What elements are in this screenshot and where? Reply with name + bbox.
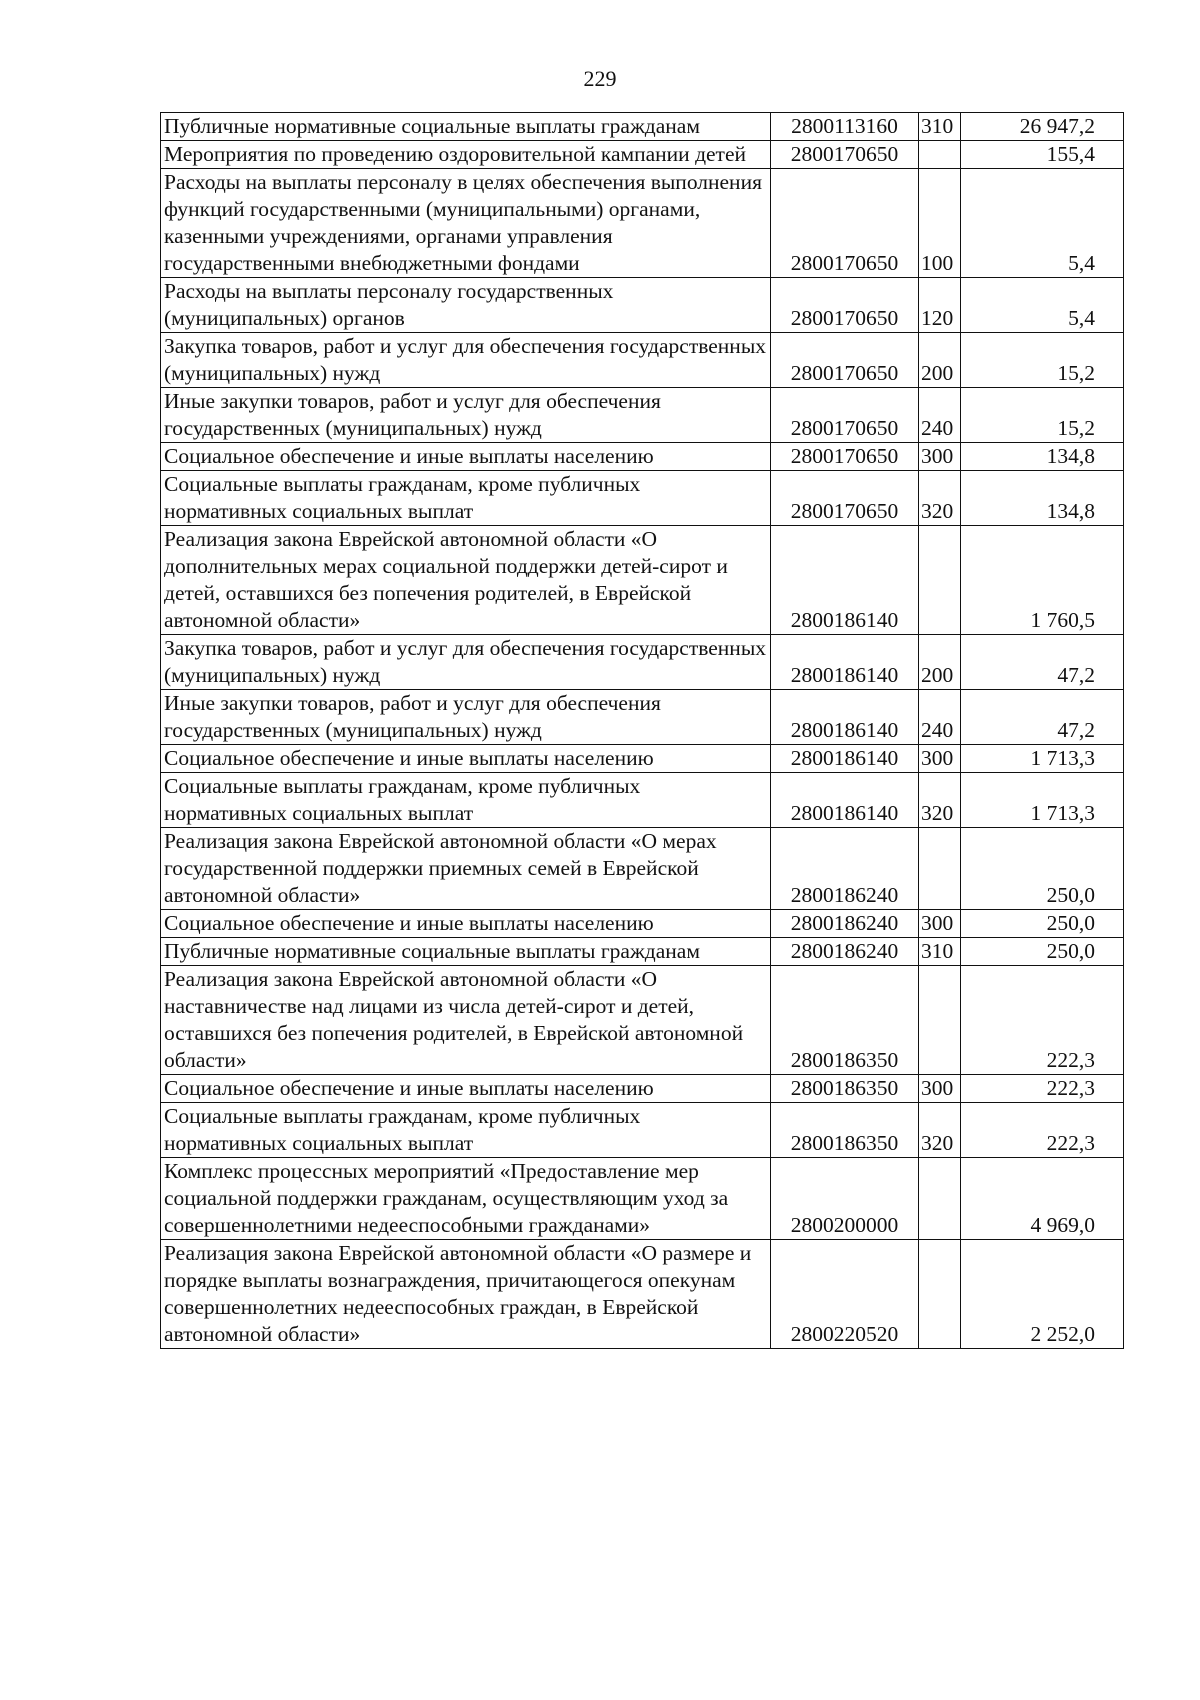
row-code-cell: 2800186240 bbox=[771, 828, 919, 910]
row-amount-cell: 5,4 bbox=[961, 278, 1124, 333]
table-row bbox=[161, 141, 1124, 169]
row-code-cell: 2800170650 bbox=[771, 388, 919, 443]
row-name-cell: Социальные выплаты гражданам, кроме публичных нормативных социальных выплат bbox=[161, 773, 771, 828]
table-row bbox=[161, 635, 1124, 690]
row-code-cell: 2800170650 bbox=[771, 471, 919, 526]
row-name-cell: Иные закупки товаров, работ и услуг для обеспечения государственных (муниципальных) нужд bbox=[161, 388, 771, 443]
row-code-cell: 2800186240 bbox=[771, 938, 919, 966]
table-row bbox=[161, 690, 1124, 745]
table-row bbox=[161, 745, 1124, 773]
table-body bbox=[161, 113, 1124, 1349]
table-row bbox=[161, 828, 1124, 910]
table-row bbox=[161, 333, 1124, 388]
row-name-cell: Закупка товаров, работ и услуг для обеспечения государственных (муниципальных) нужд bbox=[161, 333, 771, 388]
row-amount-cell: 4 969,0 bbox=[961, 1158, 1124, 1240]
row-code-cell: 2800186350 bbox=[771, 966, 919, 1075]
table-row bbox=[161, 443, 1124, 471]
row-amount-cell: 47,2 bbox=[961, 690, 1124, 745]
row-code-cell: 2800170650 bbox=[771, 333, 919, 388]
row-name-cell: Закупка товаров, работ и услуг для обеспечения государственных (муниципальных) нужд bbox=[161, 635, 771, 690]
table-row bbox=[161, 1158, 1124, 1240]
row-amount-cell: 222,3 bbox=[961, 1103, 1124, 1158]
row-name-cell: Расходы на выплаты персоналу государственных (муниципальных) органов bbox=[161, 278, 771, 333]
row-name-cell: Комплекс процессных мероприятий «Предоставление мер социальной поддержки гражданам, осуществляющим уход за совершеннолетними недееспособными гражданами» bbox=[161, 1158, 771, 1240]
table-row bbox=[161, 388, 1124, 443]
row-type-cell bbox=[919, 526, 961, 635]
table-row bbox=[161, 938, 1124, 966]
row-code-cell: 2800220520 bbox=[771, 1240, 919, 1349]
row-amount-cell: 15,2 bbox=[961, 388, 1124, 443]
row-name-cell: Социальное обеспечение и иные выплаты населению bbox=[161, 910, 771, 938]
row-amount-cell: 47,2 bbox=[961, 635, 1124, 690]
row-name-cell: Социальные выплаты гражданам, кроме публичных нормативных социальных выплат bbox=[161, 471, 771, 526]
table-row bbox=[161, 1103, 1124, 1158]
row-amount-cell: 222,3 bbox=[961, 1075, 1124, 1103]
row-code-cell: 2800186140 bbox=[771, 690, 919, 745]
row-name-cell: Социальное обеспечение и иные выплаты населению bbox=[161, 745, 771, 773]
row-code-cell: 2800170650 bbox=[771, 141, 919, 169]
row-type-cell: 320 bbox=[919, 471, 961, 526]
row-name-cell: Реализация закона Еврейской автономной области «О дополнительных мерах социальной поддержки детей-сирот и детей, оставшихся без попечения родителей, в Еврейской автономной области» bbox=[161, 526, 771, 635]
row-code-cell: 2800186350 bbox=[771, 1075, 919, 1103]
row-amount-cell: 222,3 bbox=[961, 966, 1124, 1075]
row-type-cell: 120 bbox=[919, 278, 961, 333]
row-amount-cell: 134,8 bbox=[961, 471, 1124, 526]
row-name-cell: Реализация закона Еврейской автономной области «О мерах государственной поддержки приемных семей в Еврейской автономной области» bbox=[161, 828, 771, 910]
row-name-cell: Мероприятия по проведению оздоровительной кампании детей bbox=[161, 141, 771, 169]
table-row bbox=[161, 773, 1124, 828]
row-type-cell: 100 bbox=[919, 169, 961, 278]
page-number: 229 bbox=[583, 66, 617, 91]
row-name-cell: Публичные нормативные социальные выплаты гражданам bbox=[161, 938, 771, 966]
row-type-cell: 300 bbox=[919, 745, 961, 773]
row-code-cell: 2800186140 bbox=[771, 526, 919, 635]
row-name-cell: Социальное обеспечение и иные выплаты населению bbox=[161, 443, 771, 471]
row-code-cell: 2800186140 bbox=[771, 635, 919, 690]
row-type-cell: 300 bbox=[919, 1075, 961, 1103]
row-amount-cell: 250,0 bbox=[961, 828, 1124, 910]
table-row bbox=[161, 966, 1124, 1075]
table-row bbox=[161, 471, 1124, 526]
row-type-cell: 200 bbox=[919, 333, 961, 388]
row-type-cell: 310 bbox=[919, 113, 961, 141]
row-code-cell: 2800113160 bbox=[771, 113, 919, 141]
row-code-cell: 2800186240 bbox=[771, 910, 919, 938]
row-type-cell: 300 bbox=[919, 910, 961, 938]
table-row bbox=[161, 526, 1124, 635]
table-row bbox=[161, 278, 1124, 333]
row-type-cell bbox=[919, 1158, 961, 1240]
row-code-cell: 2800186140 bbox=[771, 745, 919, 773]
table-row bbox=[161, 910, 1124, 938]
row-type-cell: 240 bbox=[919, 388, 961, 443]
row-type-cell bbox=[919, 966, 961, 1075]
row-type-cell bbox=[919, 828, 961, 910]
row-name-cell: Расходы на выплаты персоналу в целях обеспечения выполнения функций государственными (муниципальными) органами, казенными учреждениями, органами управления государственными внебюджетными фондами bbox=[161, 169, 771, 278]
row-name-cell: Реализация закона Еврейской автономной области «О размере и порядке выплаты вознаграждения, причитающегося опекунам совершеннолетних недееспособных граждан, в Еврейской автономной области» bbox=[161, 1240, 771, 1349]
row-name-cell: Реализация закона Еврейской автономной области «О наставничестве над лицами из числа детей-сирот и детей, оставшихся без попечения родителей, в Еврейской автономной области» bbox=[161, 966, 771, 1075]
row-amount-cell: 134,8 bbox=[961, 443, 1124, 471]
row-code-cell: 2800200000 bbox=[771, 1158, 919, 1240]
row-code-cell: 2800170650 bbox=[771, 278, 919, 333]
row-amount-cell: 250,0 bbox=[961, 910, 1124, 938]
row-name-cell: Публичные нормативные социальные выплаты гражданам bbox=[161, 113, 771, 141]
table-row bbox=[161, 169, 1124, 278]
row-code-cell: 2800186350 bbox=[771, 1103, 919, 1158]
row-name-cell: Социальные выплаты гражданам, кроме публичных нормативных социальных выплат bbox=[161, 1103, 771, 1158]
row-type-cell bbox=[919, 141, 961, 169]
row-amount-cell: 1 760,5 bbox=[961, 526, 1124, 635]
row-code-cell: 2800170650 bbox=[771, 169, 919, 278]
table-row bbox=[161, 1240, 1124, 1349]
budget-table bbox=[160, 112, 1124, 1349]
table-row bbox=[161, 1075, 1124, 1103]
row-amount-cell: 1 713,3 bbox=[961, 745, 1124, 773]
row-amount-cell: 5,4 bbox=[961, 169, 1124, 278]
row-type-cell: 200 bbox=[919, 635, 961, 690]
row-amount-cell: 1 713,3 bbox=[961, 773, 1124, 828]
row-name-cell: Социальное обеспечение и иные выплаты населению bbox=[161, 1075, 771, 1103]
row-amount-cell: 155,4 bbox=[961, 141, 1124, 169]
row-amount-cell: 2 252,0 bbox=[961, 1240, 1124, 1349]
row-amount-cell: 250,0 bbox=[961, 938, 1124, 966]
row-name-cell: Иные закупки товаров, работ и услуг для обеспечения государственных (муниципальных) нужд bbox=[161, 690, 771, 745]
row-type-cell: 310 bbox=[919, 938, 961, 966]
row-type-cell: 300 bbox=[919, 443, 961, 471]
row-type-cell bbox=[919, 1240, 961, 1349]
row-type-cell: 240 bbox=[919, 690, 961, 745]
row-type-cell: 320 bbox=[919, 1103, 961, 1158]
row-type-cell: 320 bbox=[919, 773, 961, 828]
table-row bbox=[161, 113, 1124, 141]
row-amount-cell: 26 947,2 bbox=[961, 113, 1124, 141]
row-code-cell: 2800170650 bbox=[771, 443, 919, 471]
row-code-cell: 2800186140 bbox=[771, 773, 919, 828]
row-amount-cell: 15,2 bbox=[961, 333, 1124, 388]
